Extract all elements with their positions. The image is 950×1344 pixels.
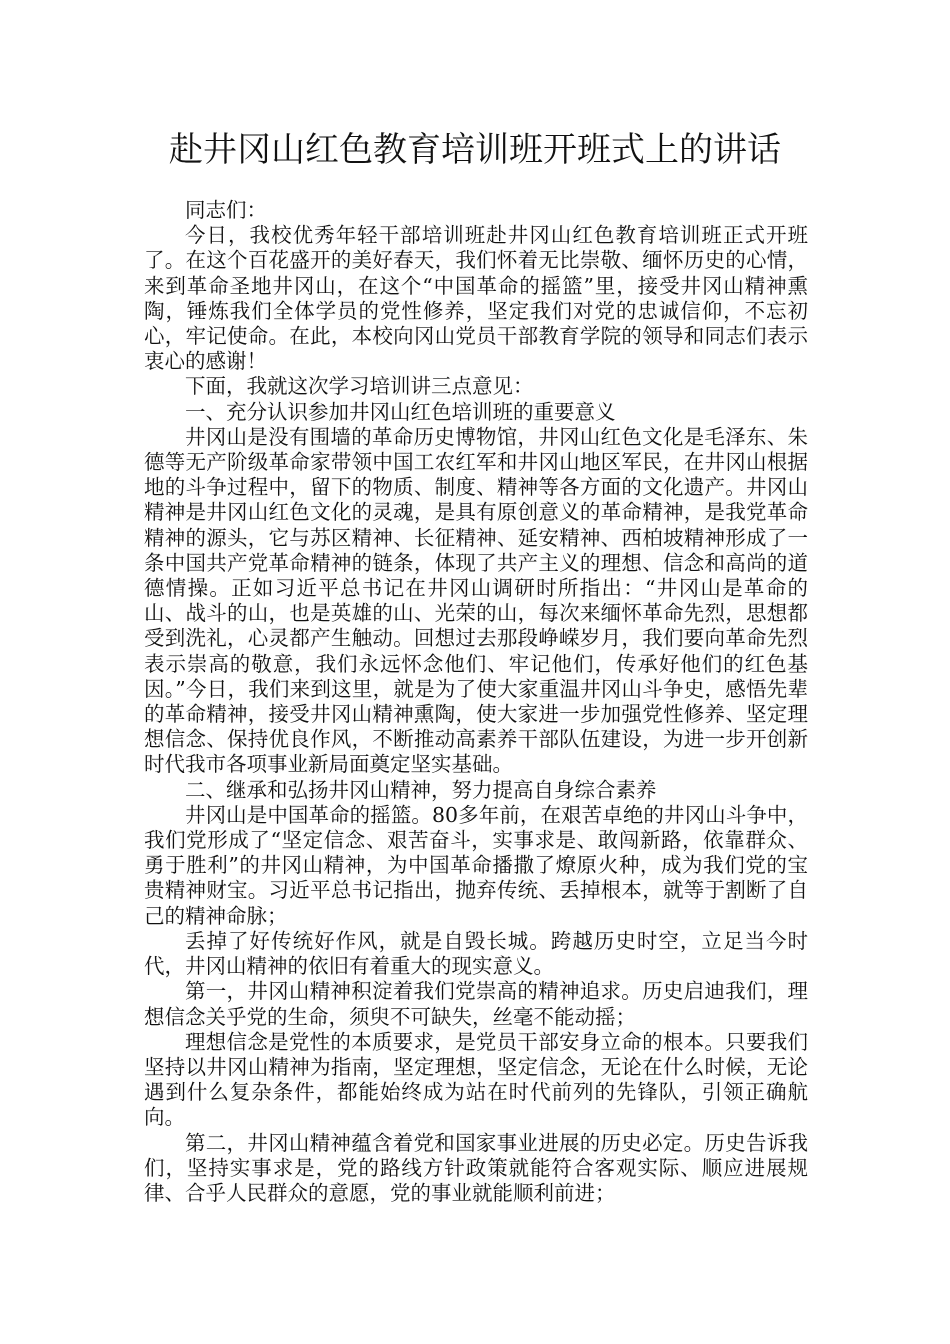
paragraph: 下面，我就这次学习培训讲三点意见： [185, 374, 534, 399]
paragraph: 同志们： [185, 198, 267, 222]
paragraph: 第一，井冈山精神积淀着我们党崇高的精神追求。历史启迪我们，理想信念关乎党的生命，须臾不可缺失，丝毫不能动摇； [144, 979, 808, 1029]
paragraph: 丢掉了好传统好作风，就是自毁长城。跨越历史时空，立足当今时代，井冈山精神的依旧有着重大的现实意义。 [144, 928, 808, 979]
paragraph: 井冈山是中国革命的摇篮。80多年前，在艰苦卓绝的井冈山斗争中，我们党形成了“坚定信念、艰苦奋斗，实事求是、敢闯新路，依靠群众、勇于胜利”的井冈山精神，为中国革命播撒了燎原火种，成为我们党的宝贵精神财宝。习近平总书记指出，抛弃传统、丢掉根本，就等于割断了自己的精神命脉； [144, 802, 808, 928]
paragraph: 第二，井冈山精神蕴含着党和国家事业进展的历史必定。历史告诉我们，坚持实事求是，党的路线方针政策就能符合客观实际、顺应进展规律、合乎人民群众的意愿，党的事业就能顺利前进； [144, 1130, 808, 1205]
paragraph: 理想信念是党性的本质要求，是党员干部安身立命的根本。只要我们坚持以井冈山精神为指南，坚定理想，坚定信念，无论在什么时候，无论遇到什么复杂条件，都能始终成为站在时代前列的先锋队，引领正确航向。 [144, 1029, 808, 1130]
document-body [144, 198, 808, 1206]
section-heading: 一、充分认识参加井冈山红色培训班的重要意义 [185, 399, 616, 424]
section-heading: 二、继承和弘扬井冈山精神，努力提高自身综合素养 [185, 777, 657, 802]
document-title: 赴井冈山红色教育培训班开班式上的讲话 [169, 130, 781, 170]
paragraph: 井冈山是没有围墙的革命历史博物馆，井冈山红色文化是毛泽东、朱德等无产阶级革命家带领中国工农红军和井冈山地区军民，在井冈山根据地的斗争过程中，留下的物质、制度、精神等各方面的文化遗产。井冈山精神是井冈山红色文化的灵魂，是具有原创意义的革命精神，是我党革命精神的源头，它与苏区精神、长征精神、延安精神、西柏坡精神形成了一条中国共产党革命精神的链条，体现了共产主义的理想、信念和高尚的道德情操。正如习近平总书记在井冈山调研时所指出：“井冈山是革命的山、战斗的山，也是英雄的山、光荣的山，每次来缅怀革命先烈，思想都受到洗礼，心灵都产生触动。回想过去那段峥嵘岁月，我们要向革命先烈表示崇高的敬意，我们永远怀念他们、牢记他们，传承好他们的红色基因。”今日，我们来到这里，就是为了使大家重温井冈山斗争史，感悟先辈的革命精神，接受井冈山精神熏陶，使大家进一步加强党性修养、坚定理想信念、保持优良作风，不断推动高素养干部队伍建设，为进一步开创新时代我市各项事业新局面奠定坚实基础。 [144, 424, 808, 777]
paragraph: 今日，我校优秀年轻干部培训班赴井冈山红色教育培训班正式开班了。在这个百花盛开的美好春天，我们怀着无比崇敬、缅怀历史的心情，来到革命圣地井冈山，在这个“中国革命的摇篮”里，接受井冈山精神熏陶，锤炼我们全体学员的党性修养，坚定我们对党的忠诚信仰，不忘初心，牢记使命。在此，本校向冈山党员干部教育学院的领导和同志们表示衷心的感谢！ [144, 223, 808, 374]
